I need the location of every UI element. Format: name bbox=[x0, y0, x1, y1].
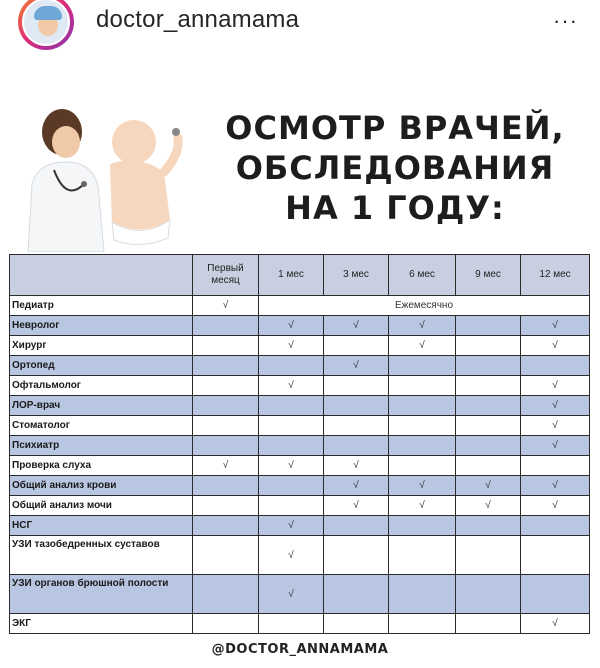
table-cell: √ bbox=[456, 496, 521, 516]
table-cell bbox=[389, 436, 456, 456]
table-cell: √ bbox=[324, 456, 389, 476]
table-cell bbox=[521, 516, 590, 536]
table-cell bbox=[324, 536, 389, 575]
table-row bbox=[10, 416, 590, 436]
column-header: 9 мес bbox=[456, 255, 521, 296]
table-row bbox=[10, 614, 590, 634]
table-cell bbox=[193, 476, 259, 496]
row-label: Офтальмолог bbox=[10, 376, 193, 396]
table-cell bbox=[456, 456, 521, 476]
post-header bbox=[0, 0, 600, 73]
table-cell bbox=[259, 416, 324, 436]
table-cell: √ bbox=[521, 614, 590, 634]
row-label: Общий анализ мочи bbox=[10, 496, 193, 516]
table-header-row bbox=[10, 255, 590, 296]
table-cell: √ bbox=[259, 316, 324, 336]
table-cell bbox=[389, 536, 456, 575]
table-cell bbox=[193, 575, 259, 614]
table-row bbox=[10, 376, 590, 396]
table-row bbox=[10, 396, 590, 416]
table-cell: √ bbox=[521, 376, 590, 396]
table-cell bbox=[389, 356, 456, 376]
table-cell: √ bbox=[521, 496, 590, 516]
table-cell: √ bbox=[324, 356, 389, 376]
table-cell bbox=[324, 396, 389, 416]
doctor-baby-illustration bbox=[14, 92, 194, 252]
table-row bbox=[10, 575, 590, 614]
title-line-1: ОСМОТР ВРАЧЕЙ, bbox=[225, 109, 565, 147]
table-cell: √ bbox=[456, 476, 521, 496]
table-cell bbox=[259, 396, 324, 416]
table-row bbox=[10, 476, 590, 496]
more-options-icon[interactable]: ··· bbox=[553, 8, 578, 33]
table-cell bbox=[324, 516, 389, 536]
table-cell bbox=[193, 536, 259, 575]
row-label: Общий анализ крови bbox=[10, 476, 193, 496]
table-cell bbox=[389, 376, 456, 396]
footer-handle: @DOCTOR_ANNAMAMA bbox=[211, 642, 389, 657]
table-cell bbox=[456, 356, 521, 376]
row-label: Психиатр bbox=[10, 436, 193, 456]
table-cell: √ bbox=[389, 476, 456, 496]
table-cell bbox=[456, 575, 521, 614]
table-cell: √ bbox=[259, 376, 324, 396]
avatar-image bbox=[22, 0, 70, 46]
table-cell: √ bbox=[259, 536, 324, 575]
table-cell bbox=[389, 396, 456, 416]
row-label: НСГ bbox=[10, 516, 193, 536]
table-cell: √ bbox=[389, 496, 456, 516]
table-row bbox=[10, 436, 590, 456]
schedule-table bbox=[9, 254, 590, 634]
table-cell bbox=[456, 396, 521, 416]
table-cell: √ bbox=[521, 336, 590, 356]
table-cell: √ bbox=[259, 516, 324, 536]
table-cell bbox=[389, 575, 456, 614]
table-cell bbox=[193, 436, 259, 456]
table-cell bbox=[193, 396, 259, 416]
table-cell bbox=[456, 416, 521, 436]
table-cell: √ bbox=[521, 396, 590, 416]
title-line-2: ОБСЛЕДОВАНИЯ bbox=[235, 149, 555, 187]
row-label: Хирург bbox=[10, 336, 193, 356]
table-cell bbox=[456, 516, 521, 536]
table-row bbox=[10, 516, 590, 536]
table-cell bbox=[389, 516, 456, 536]
row-label: ЭКГ bbox=[10, 614, 193, 634]
table-row bbox=[10, 456, 590, 476]
table-row bbox=[10, 296, 590, 316]
table-cell bbox=[521, 575, 590, 614]
table-row bbox=[10, 356, 590, 376]
column-header: 12 мес bbox=[521, 255, 590, 296]
table-cell: √ bbox=[324, 476, 389, 496]
row-label: ЛОР-врач bbox=[10, 396, 193, 416]
table-row bbox=[10, 336, 590, 356]
table-cell bbox=[259, 356, 324, 376]
table-cell: √ bbox=[259, 575, 324, 614]
column-header: 6 мес bbox=[389, 255, 456, 296]
column-header: 3 мес bbox=[324, 255, 389, 296]
table-cell bbox=[456, 436, 521, 456]
table-cell bbox=[456, 376, 521, 396]
table-cell bbox=[193, 496, 259, 516]
table-cell bbox=[193, 356, 259, 376]
table-cell: √ bbox=[521, 316, 590, 336]
table-cell bbox=[521, 456, 590, 476]
row-label: Ортопед bbox=[10, 356, 193, 376]
table-cell bbox=[193, 336, 259, 356]
table-cell: √ bbox=[389, 316, 456, 336]
table-cell bbox=[259, 476, 324, 496]
table-cell: √ bbox=[521, 476, 590, 496]
table-cell bbox=[193, 376, 259, 396]
username-link[interactable]: doctor_annamama bbox=[96, 6, 300, 33]
table-cell bbox=[259, 496, 324, 516]
table-cell bbox=[456, 614, 521, 634]
poster-title bbox=[200, 108, 590, 228]
table-cell bbox=[324, 575, 389, 614]
profile-avatar[interactable] bbox=[18, 0, 74, 50]
row-label: Проверка слуха bbox=[10, 456, 193, 476]
column-header: 1 мес bbox=[259, 255, 324, 296]
row-label: Стоматолог bbox=[10, 416, 193, 436]
table-cell bbox=[259, 436, 324, 456]
row-label: Невролог bbox=[10, 316, 193, 336]
table-cell: √ bbox=[389, 336, 456, 356]
table-cell bbox=[193, 316, 259, 336]
table-cell bbox=[521, 536, 590, 575]
table-cell: √ bbox=[521, 416, 590, 436]
monthly-cell: Ежемесячно bbox=[259, 296, 590, 316]
table-row bbox=[10, 536, 590, 575]
row-label: Педиатр bbox=[10, 296, 193, 316]
table-cell bbox=[456, 336, 521, 356]
title-line-3: НА 1 ГОДУ: bbox=[285, 189, 505, 227]
table-cell: √ bbox=[324, 496, 389, 516]
table-cell bbox=[324, 376, 389, 396]
table-cell bbox=[193, 614, 259, 634]
table-row bbox=[10, 496, 590, 516]
table-cell bbox=[193, 416, 259, 436]
table-cell bbox=[389, 456, 456, 476]
table-row bbox=[10, 316, 590, 336]
table-cell: √ bbox=[259, 336, 324, 356]
table-cell bbox=[521, 356, 590, 376]
table-cell bbox=[193, 516, 259, 536]
table-cell bbox=[324, 614, 389, 634]
table-cell bbox=[456, 316, 521, 336]
table-cell bbox=[324, 416, 389, 436]
table-cell: √ bbox=[259, 456, 324, 476]
table-cell bbox=[324, 436, 389, 456]
table-cell: √ bbox=[521, 436, 590, 456]
header-corner-cell bbox=[10, 255, 193, 296]
table-cell bbox=[456, 536, 521, 575]
table-cell bbox=[389, 614, 456, 634]
row-label: УЗИ органов брюшной полости bbox=[10, 575, 193, 614]
avatar-cap bbox=[34, 6, 62, 20]
table-cell bbox=[324, 336, 389, 356]
row-label: УЗИ тазобедренных суставов bbox=[10, 536, 193, 575]
table-cell: √ bbox=[193, 296, 259, 316]
table-cell bbox=[259, 614, 324, 634]
column-header: Первый месяц bbox=[193, 255, 259, 296]
table-cell bbox=[389, 416, 456, 436]
table-cell: √ bbox=[324, 316, 389, 336]
table-cell: √ bbox=[193, 456, 259, 476]
